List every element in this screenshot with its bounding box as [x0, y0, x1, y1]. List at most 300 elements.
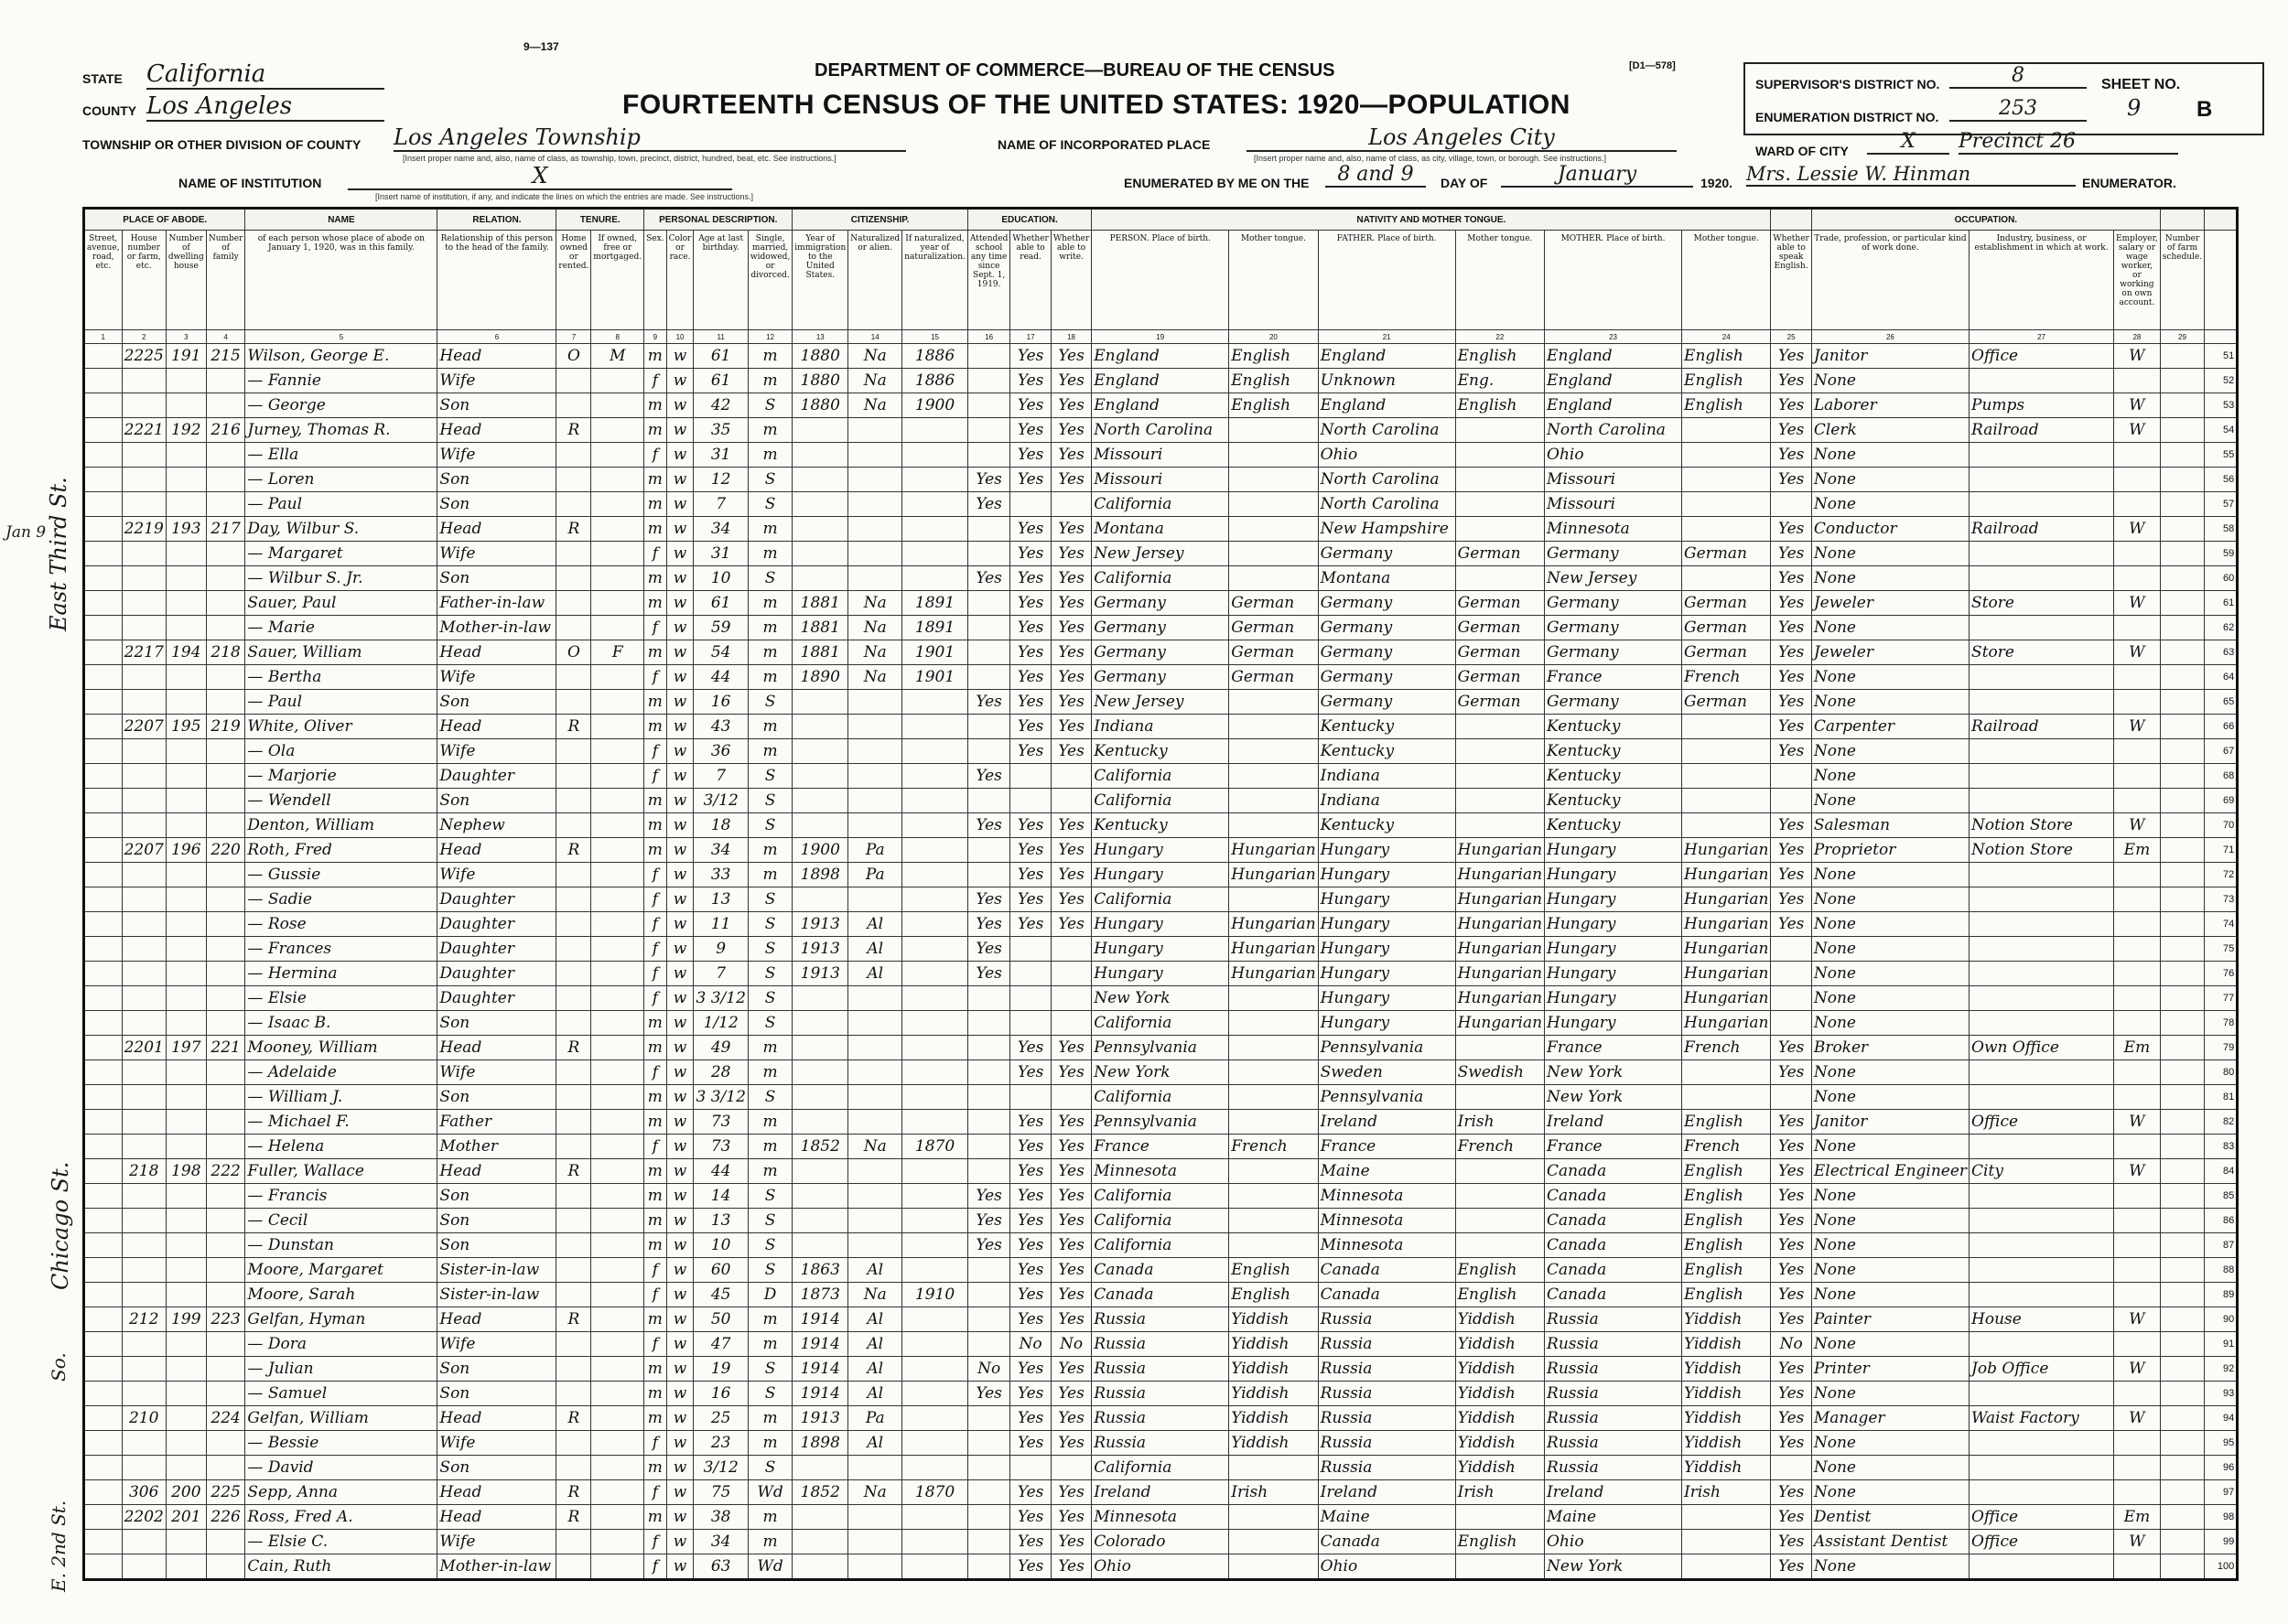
cell-col-15: [902, 1505, 968, 1530]
cell-col-18: Yes: [1051, 418, 1091, 443]
table-row: [84, 542, 2238, 566]
cell-col-3: [166, 887, 206, 912]
cell-col-26: None: [1811, 1209, 1969, 1233]
cell-col-18: Yes: [1051, 369, 1091, 393]
cell-col-20: [1229, 813, 1318, 838]
cell-col-29: [2160, 591, 2204, 616]
cell-col-15: [902, 937, 968, 962]
line-number: 79: [2205, 1036, 2238, 1060]
cell-col-12: S: [748, 1258, 792, 1283]
cell-col-9: f: [644, 616, 666, 640]
cell-col-12: m: [748, 517, 792, 542]
cell-col-26: None: [1811, 1184, 1969, 1209]
cell-col-5: — Adelaide: [245, 1060, 437, 1085]
cell-col-9: f: [644, 1480, 666, 1505]
cell-col-5: Ross, Fred A.: [245, 1505, 437, 1530]
cell-col-6: Wife: [437, 1530, 556, 1554]
table-row: [84, 665, 2238, 690]
cell-col-1: [84, 690, 123, 715]
cell-col-14: Na: [848, 1480, 902, 1505]
cell-col-29: [2160, 443, 2204, 468]
cell-col-21: Canada: [1318, 1258, 1455, 1283]
cell-col-5: — Wilbur S. Jr.: [245, 566, 437, 591]
cell-col-23: Canada: [1545, 1184, 1682, 1209]
cell-col-3: [166, 789, 206, 813]
cell-col-6: Daughter: [437, 937, 556, 962]
cell-col-16: [967, 591, 1010, 616]
line-number: 91: [2205, 1332, 2238, 1357]
cell-col-28: W: [2114, 1406, 2161, 1431]
cell-col-13: [793, 715, 848, 739]
cell-col-23: France: [1545, 1135, 1682, 1159]
cell-col-16: [967, 1258, 1010, 1283]
cell-col-11: 11: [694, 912, 748, 937]
cell-col-6: Son: [437, 1085, 556, 1110]
cell-col-26: None: [1811, 616, 1969, 640]
cell-col-21: North Carolina: [1318, 468, 1455, 492]
cell-col-22: Hungarian: [1455, 912, 1544, 937]
cell-col-3: 199: [166, 1307, 206, 1332]
cell-col-23: Missouri: [1545, 468, 1682, 492]
cell-col-20: [1229, 1036, 1318, 1060]
cell-col-23: Germany: [1545, 640, 1682, 665]
cell-col-19: New Jersey: [1092, 690, 1229, 715]
cell-col-13: [793, 986, 848, 1011]
cell-col-4: 226: [206, 1505, 245, 1530]
cell-col-25: [1771, 937, 1811, 962]
column-number-22: 22: [1455, 330, 1544, 344]
cell-col-18: Yes: [1051, 1307, 1091, 1332]
cell-col-15: [902, 1456, 968, 1480]
cell-col-16: [967, 1406, 1010, 1431]
cell-col-9: f: [644, 369, 666, 393]
cell-col-13: [793, 813, 848, 838]
cell-col-23: Germany: [1545, 591, 1682, 616]
cell-col-9: m: [644, 813, 666, 838]
cell-col-22: Yiddish: [1455, 1431, 1544, 1456]
cell-col-3: [166, 1357, 206, 1382]
cell-col-9: f: [644, 665, 666, 690]
cell-col-18: Yes: [1051, 542, 1091, 566]
cell-col-8: [591, 1382, 644, 1406]
cell-col-26: Jeweler: [1811, 591, 1969, 616]
cell-col-28: [2114, 616, 2161, 640]
cell-col-16: Yes: [967, 468, 1010, 492]
cell-col-13: [793, 887, 848, 912]
cell-col-17: Yes: [1010, 690, 1051, 715]
cell-col-13: 1913: [793, 937, 848, 962]
cell-col-3: 192: [166, 418, 206, 443]
cell-col-2: 2221: [122, 418, 166, 443]
cell-col-16: [967, 863, 1010, 887]
cell-col-4: [206, 1431, 245, 1456]
cell-col-2: [122, 1431, 166, 1456]
cell-col-13: 1898: [793, 1431, 848, 1456]
cell-col-21: Indiana: [1318, 789, 1455, 813]
cell-col-24: Hungarian: [1682, 838, 1771, 863]
cell-col-3: [166, 1011, 206, 1036]
cell-col-4: [206, 1332, 245, 1357]
cell-col-4: [206, 1085, 245, 1110]
cell-col-12: m: [748, 418, 792, 443]
cell-col-15: [902, 1110, 968, 1135]
cell-col-6: Father-in-law: [437, 591, 556, 616]
cell-col-3: [166, 690, 206, 715]
column-heading-23: MOTHER. Place of birth.: [1545, 231, 1682, 330]
table-row: [84, 912, 2238, 937]
cell-col-15: [902, 517, 968, 542]
cell-col-13: [793, 517, 848, 542]
cell-col-22: Eng.: [1455, 369, 1544, 393]
cell-col-7: R: [556, 838, 591, 863]
cell-col-23: New York: [1545, 1060, 1682, 1085]
cell-col-20: [1229, 764, 1318, 789]
cell-col-23: Hungary: [1545, 838, 1682, 863]
cell-col-6: Head: [437, 418, 556, 443]
cell-col-12: S: [748, 393, 792, 418]
cell-col-2: [122, 986, 166, 1011]
table-row: [84, 1406, 2238, 1431]
cell-col-28: [2114, 468, 2161, 492]
column-group-9: OCCUPATION.: [1811, 209, 2160, 231]
cell-col-21: Ohio: [1318, 1554, 1455, 1580]
cell-col-18: Yes: [1051, 1135, 1091, 1159]
cell-col-6: Head: [437, 1036, 556, 1060]
cell-col-29: [2160, 1332, 2204, 1357]
cell-col-27: Railroad: [1970, 517, 2114, 542]
cell-col-9: m: [644, 566, 666, 591]
cell-col-24: English: [1682, 1159, 1771, 1184]
cell-col-2: [122, 962, 166, 986]
column-number-11: 11: [694, 330, 748, 344]
cell-col-11: 12: [694, 468, 748, 492]
cell-col-11: 61: [694, 369, 748, 393]
cell-col-15: 1870: [902, 1480, 968, 1505]
cell-col-4: [206, 1110, 245, 1135]
cell-col-28: W: [2114, 1159, 2161, 1184]
cell-col-25: Yes: [1771, 1307, 1811, 1332]
table-row: [84, 789, 2238, 813]
cell-col-29: [2160, 468, 2204, 492]
cell-col-5: — Marjorie: [245, 764, 437, 789]
cell-col-6: Son: [437, 566, 556, 591]
cell-col-11: 63: [694, 1554, 748, 1580]
cell-col-19: Russia: [1092, 1357, 1229, 1382]
cell-col-17: Yes: [1010, 1258, 1051, 1283]
cell-col-15: [902, 1332, 968, 1357]
line-number: 77: [2205, 986, 2238, 1011]
cell-col-28: [2114, 1184, 2161, 1209]
cell-col-10: w: [666, 468, 694, 492]
cell-col-21: Russia: [1318, 1456, 1455, 1480]
cell-col-5: — Dunstan: [245, 1233, 437, 1258]
cell-col-17: [1010, 937, 1051, 962]
cell-col-19: England: [1092, 393, 1229, 418]
cell-col-28: W: [2114, 591, 2161, 616]
cell-col-1: [84, 1283, 123, 1307]
line-number: 86: [2205, 1209, 2238, 1233]
cell-col-7: [556, 616, 591, 640]
cell-col-29: [2160, 1085, 2204, 1110]
cell-col-21: Germany: [1318, 640, 1455, 665]
cell-col-14: Na: [848, 344, 902, 369]
cell-col-13: [793, 1456, 848, 1480]
cell-col-20: French: [1229, 1135, 1318, 1159]
cell-col-14: [848, 1184, 902, 1209]
cell-col-15: [902, 838, 968, 863]
cell-col-29: [2160, 912, 2204, 937]
cell-col-4: [206, 1011, 245, 1036]
cell-col-6: Son: [437, 1011, 556, 1036]
cell-col-20: [1229, 789, 1318, 813]
cell-col-28: W: [2114, 813, 2161, 838]
cell-col-16: [967, 1110, 1010, 1135]
cell-col-9: m: [644, 1011, 666, 1036]
cell-col-13: 1898: [793, 863, 848, 887]
column-heading-4: Number of family: [206, 231, 245, 330]
cell-col-4: [206, 1135, 245, 1159]
cell-col-12: S: [748, 468, 792, 492]
cell-col-23: Hungary: [1545, 887, 1682, 912]
cell-col-16: No: [967, 1357, 1010, 1382]
cell-col-25: Yes: [1771, 863, 1811, 887]
cell-col-19: California: [1092, 1233, 1229, 1258]
cell-col-26: None: [1811, 789, 1969, 813]
cell-col-7: R: [556, 517, 591, 542]
cell-col-10: w: [666, 1233, 694, 1258]
township-value: Los Angeles Township: [394, 124, 906, 152]
cell-col-21: Russia: [1318, 1307, 1455, 1332]
cell-col-10: w: [666, 616, 694, 640]
cell-col-1: [84, 1233, 123, 1258]
cell-col-21: Minnesota: [1318, 1209, 1455, 1233]
cell-col-6: Daughter: [437, 986, 556, 1011]
cell-col-4: [206, 986, 245, 1011]
cell-col-6: Son: [437, 492, 556, 517]
table-row: [84, 1357, 2238, 1382]
cell-col-5: — Bessie: [245, 1431, 437, 1456]
cell-col-28: [2114, 789, 2161, 813]
cell-col-14: [848, 1011, 902, 1036]
cell-col-15: [902, 715, 968, 739]
cell-col-1: [84, 1060, 123, 1085]
cell-col-12: m: [748, 715, 792, 739]
cell-col-18: Yes: [1051, 1258, 1091, 1283]
cell-col-5: Fuller, Wallace: [245, 1159, 437, 1184]
cell-col-19: Montana: [1092, 517, 1229, 542]
cell-col-8: [591, 863, 644, 887]
cell-col-2: [122, 1258, 166, 1283]
column-group-row: [84, 209, 2238, 231]
cell-col-2: [122, 813, 166, 838]
line-number-group: [2205, 209, 2238, 231]
cell-col-13: 1881: [793, 640, 848, 665]
cell-col-26: None: [1811, 369, 1969, 393]
column-heading-14: Naturalized or alien.: [848, 231, 902, 330]
cell-col-13: 1880: [793, 393, 848, 418]
cell-col-12: m: [748, 665, 792, 690]
cell-col-23: Hungary: [1545, 962, 1682, 986]
cell-col-9: m: [644, 1209, 666, 1233]
cell-col-25: Yes: [1771, 1110, 1811, 1135]
column-group-8: [1771, 209, 1811, 231]
cell-col-1: [84, 542, 123, 566]
cell-col-24: English: [1682, 1258, 1771, 1283]
cell-col-13: [793, 1159, 848, 1184]
line-number: 76: [2205, 962, 2238, 986]
cell-col-5: Mooney, William: [245, 1036, 437, 1060]
cell-col-8: [591, 937, 644, 962]
cell-col-10: w: [666, 1332, 694, 1357]
cell-col-1: [84, 640, 123, 665]
cell-col-3: [166, 369, 206, 393]
cell-col-26: Dentist: [1811, 1505, 1969, 1530]
cell-col-28: [2114, 1431, 2161, 1456]
cell-col-12: m: [748, 1332, 792, 1357]
cell-col-3: [166, 1431, 206, 1456]
column-number-6: 6: [437, 330, 556, 344]
cell-col-10: w: [666, 566, 694, 591]
cell-col-4: [206, 369, 245, 393]
cell-col-14: Al: [848, 912, 902, 937]
cell-col-3: [166, 962, 206, 986]
cell-col-18: Yes: [1051, 640, 1091, 665]
cell-col-18: Yes: [1051, 1283, 1091, 1307]
cell-col-11: 38: [694, 1505, 748, 1530]
column-heading-18: Whether able to write.: [1051, 231, 1091, 330]
cell-col-21: Unknown: [1318, 369, 1455, 393]
cell-col-2: [122, 739, 166, 764]
cell-col-28: W: [2114, 715, 2161, 739]
cell-col-21: Hungary: [1318, 887, 1455, 912]
cell-col-6: Son: [437, 468, 556, 492]
cell-col-11: 61: [694, 344, 748, 369]
cell-col-19: California: [1092, 764, 1229, 789]
cell-col-4: [206, 937, 245, 962]
cell-col-5: — Gussie: [245, 863, 437, 887]
cell-col-19: Germany: [1092, 616, 1229, 640]
cell-col-27: [1970, 1233, 2114, 1258]
cell-col-12: m: [748, 591, 792, 616]
cell-col-26: None: [1811, 1456, 1969, 1480]
cell-col-7: [556, 1258, 591, 1283]
cell-col-5: — Elsie C.: [245, 1530, 437, 1554]
cell-col-15: [902, 986, 968, 1011]
cell-col-6: Daughter: [437, 912, 556, 937]
cell-col-27: [1970, 1085, 2114, 1110]
cell-col-8: [591, 591, 644, 616]
cell-col-22: [1455, 492, 1544, 517]
cell-col-16: [967, 443, 1010, 468]
cell-col-17: Yes: [1010, 468, 1051, 492]
cell-col-2: [122, 591, 166, 616]
cell-col-11: 44: [694, 665, 748, 690]
cell-col-9: f: [644, 1530, 666, 1554]
cell-col-29: [2160, 986, 2204, 1011]
cell-col-7: [556, 739, 591, 764]
cell-col-22: [1455, 1233, 1544, 1258]
cell-col-25: Yes: [1771, 690, 1811, 715]
cell-col-18: [1051, 789, 1091, 813]
cell-col-4: [206, 912, 245, 937]
cell-col-10: w: [666, 1456, 694, 1480]
cell-col-29: [2160, 1307, 2204, 1332]
cell-col-4: 220: [206, 838, 245, 863]
cell-col-24: [1682, 517, 1771, 542]
cell-col-22: German: [1455, 640, 1544, 665]
cell-col-10: w: [666, 1060, 694, 1085]
cell-col-6: Son: [437, 1357, 556, 1382]
cell-col-20: English: [1229, 1283, 1318, 1307]
cell-col-9: m: [644, 517, 666, 542]
county-value: Los Angeles: [146, 92, 384, 122]
column-number-2: 2: [122, 330, 166, 344]
cell-col-21: Ireland: [1318, 1480, 1455, 1505]
cell-col-16: [967, 1135, 1010, 1159]
cell-col-3: [166, 591, 206, 616]
cell-col-27: [1970, 542, 2114, 566]
cell-col-4: [206, 1357, 245, 1382]
table-row: [84, 1554, 2238, 1580]
line-number: 82: [2205, 1110, 2238, 1135]
cell-col-12: S: [748, 1456, 792, 1480]
cell-col-18: Yes: [1051, 1233, 1091, 1258]
cell-col-18: Yes: [1051, 863, 1091, 887]
cell-col-17: Yes: [1010, 1505, 1051, 1530]
cell-col-28: [2114, 986, 2161, 1011]
cell-col-25: Yes: [1771, 1505, 1811, 1530]
cell-col-25: Yes: [1771, 1159, 1811, 1184]
cell-col-3: [166, 937, 206, 962]
cell-col-20: [1229, 1505, 1318, 1530]
cell-col-19: New Jersey: [1092, 542, 1229, 566]
cell-col-18: Yes: [1051, 690, 1091, 715]
cell-col-27: Railroad: [1970, 715, 2114, 739]
column-heading-5: of each person whose place of abode on January 1, 1920, was in this family.: [245, 231, 437, 330]
column-number-13: 13: [793, 330, 848, 344]
cell-col-8: [591, 764, 644, 789]
cell-col-10: w: [666, 1307, 694, 1332]
cell-col-25: Yes: [1771, 715, 1811, 739]
cell-col-22: German: [1455, 690, 1544, 715]
cell-col-8: [591, 517, 644, 542]
cell-col-2: [122, 393, 166, 418]
cell-col-25: Yes: [1771, 1480, 1811, 1505]
cell-col-22: [1455, 443, 1544, 468]
cell-col-15: [902, 1382, 968, 1406]
form-code: 9—137: [523, 40, 559, 53]
cell-col-21: North Carolina: [1318, 492, 1455, 517]
cell-col-15: 1910: [902, 1283, 968, 1307]
line-number: 71: [2205, 838, 2238, 863]
institution-label: NAME OF INSTITUTION: [178, 176, 322, 190]
cell-col-17: Yes: [1010, 1184, 1051, 1209]
cell-col-9: f: [644, 1258, 666, 1283]
column-heading-20: Mother tongue.: [1229, 231, 1318, 330]
cell-col-2: [122, 764, 166, 789]
cell-col-14: Al: [848, 1357, 902, 1382]
cell-col-14: [848, 1060, 902, 1085]
cell-col-22: English: [1455, 393, 1544, 418]
cell-col-19: Germany: [1092, 640, 1229, 665]
cell-col-6: Head: [437, 1406, 556, 1431]
cell-col-28: W: [2114, 344, 2161, 369]
cell-col-9: f: [644, 1060, 666, 1085]
cell-col-24: German: [1682, 542, 1771, 566]
cell-col-23: Kentucky: [1545, 739, 1682, 764]
cell-col-14: Na: [848, 665, 902, 690]
cell-col-14: Pa: [848, 1406, 902, 1431]
